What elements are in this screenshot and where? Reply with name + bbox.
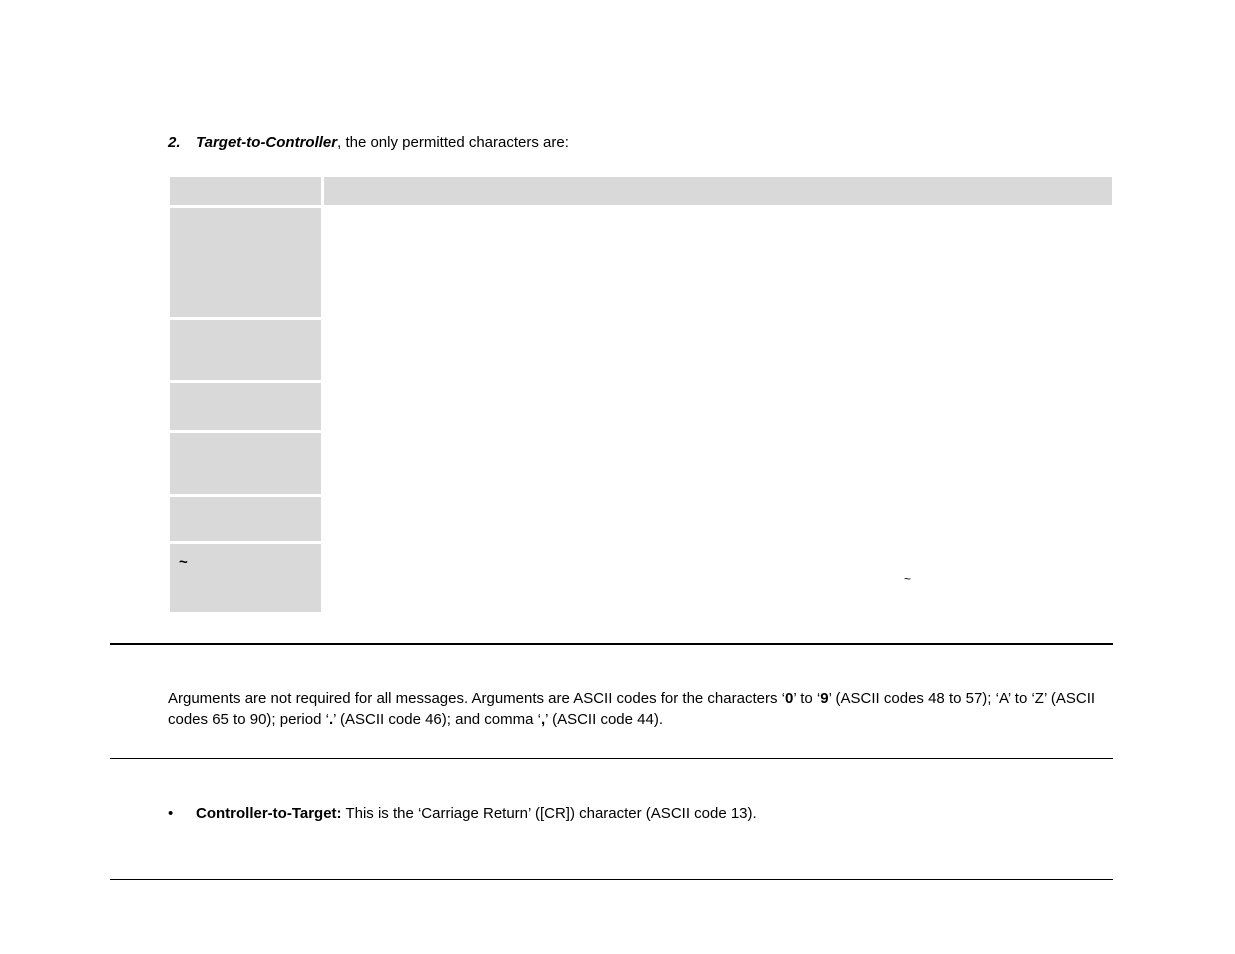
args-char-0: 0 bbox=[784, 690, 794, 707]
terminator-text: This is the ‘Carriage Return’ ([CR]) character (ASCII code 13). bbox=[341, 805, 757, 822]
table-row-6-character bbox=[170, 544, 321, 612]
table-row-4-character bbox=[170, 433, 321, 494]
section-divider bbox=[110, 879, 1113, 880]
args-text-5: ’ (ASCII code 44). bbox=[545, 711, 663, 728]
tilde-description-symbol: ~ bbox=[904, 572, 912, 586]
arguments-paragraph bbox=[168, 688, 1113, 730]
terminator-bullet-item bbox=[168, 804, 757, 824]
table-row-2-character bbox=[170, 320, 321, 380]
args-char-comma: , bbox=[540, 711, 546, 728]
terminator-label: Controller-to-Target: bbox=[196, 805, 342, 822]
bullet-icon: • bbox=[168, 805, 174, 822]
section-divider bbox=[110, 643, 1113, 645]
table-row-1-character bbox=[170, 208, 321, 317]
args-char-period: . bbox=[328, 711, 334, 728]
table-row-5-character bbox=[170, 497, 321, 541]
table-row-3-character bbox=[170, 383, 321, 430]
tilde-symbol: ~ bbox=[179, 554, 188, 571]
section-divider bbox=[110, 758, 1113, 759]
args-char-9: 9 bbox=[820, 690, 829, 707]
numbered-item-target-to-controller bbox=[168, 133, 569, 153]
permitted-characters-table bbox=[170, 177, 1113, 613]
args-text-1: Arguments are not required for all messages. Arguments are ASCII codes for the characters ‘ bbox=[168, 690, 785, 707]
item-term: Target-to-Controller bbox=[196, 134, 338, 151]
args-text-3: ’ (ASCII codes 48 to 57); ‘A’ to ‘Z’ (ASCII codes 65 to 90); period ‘ bbox=[168, 690, 1096, 728]
item-text: , the only permitted characters are: bbox=[337, 134, 569, 151]
table-header-character bbox=[170, 177, 321, 205]
item-number: 2. bbox=[168, 134, 181, 151]
args-text-2: ’ to ‘ bbox=[793, 690, 821, 707]
args-text-4: ’ (ASCII code 46); and comma ‘ bbox=[333, 711, 541, 728]
table-header-description bbox=[324, 177, 1112, 205]
